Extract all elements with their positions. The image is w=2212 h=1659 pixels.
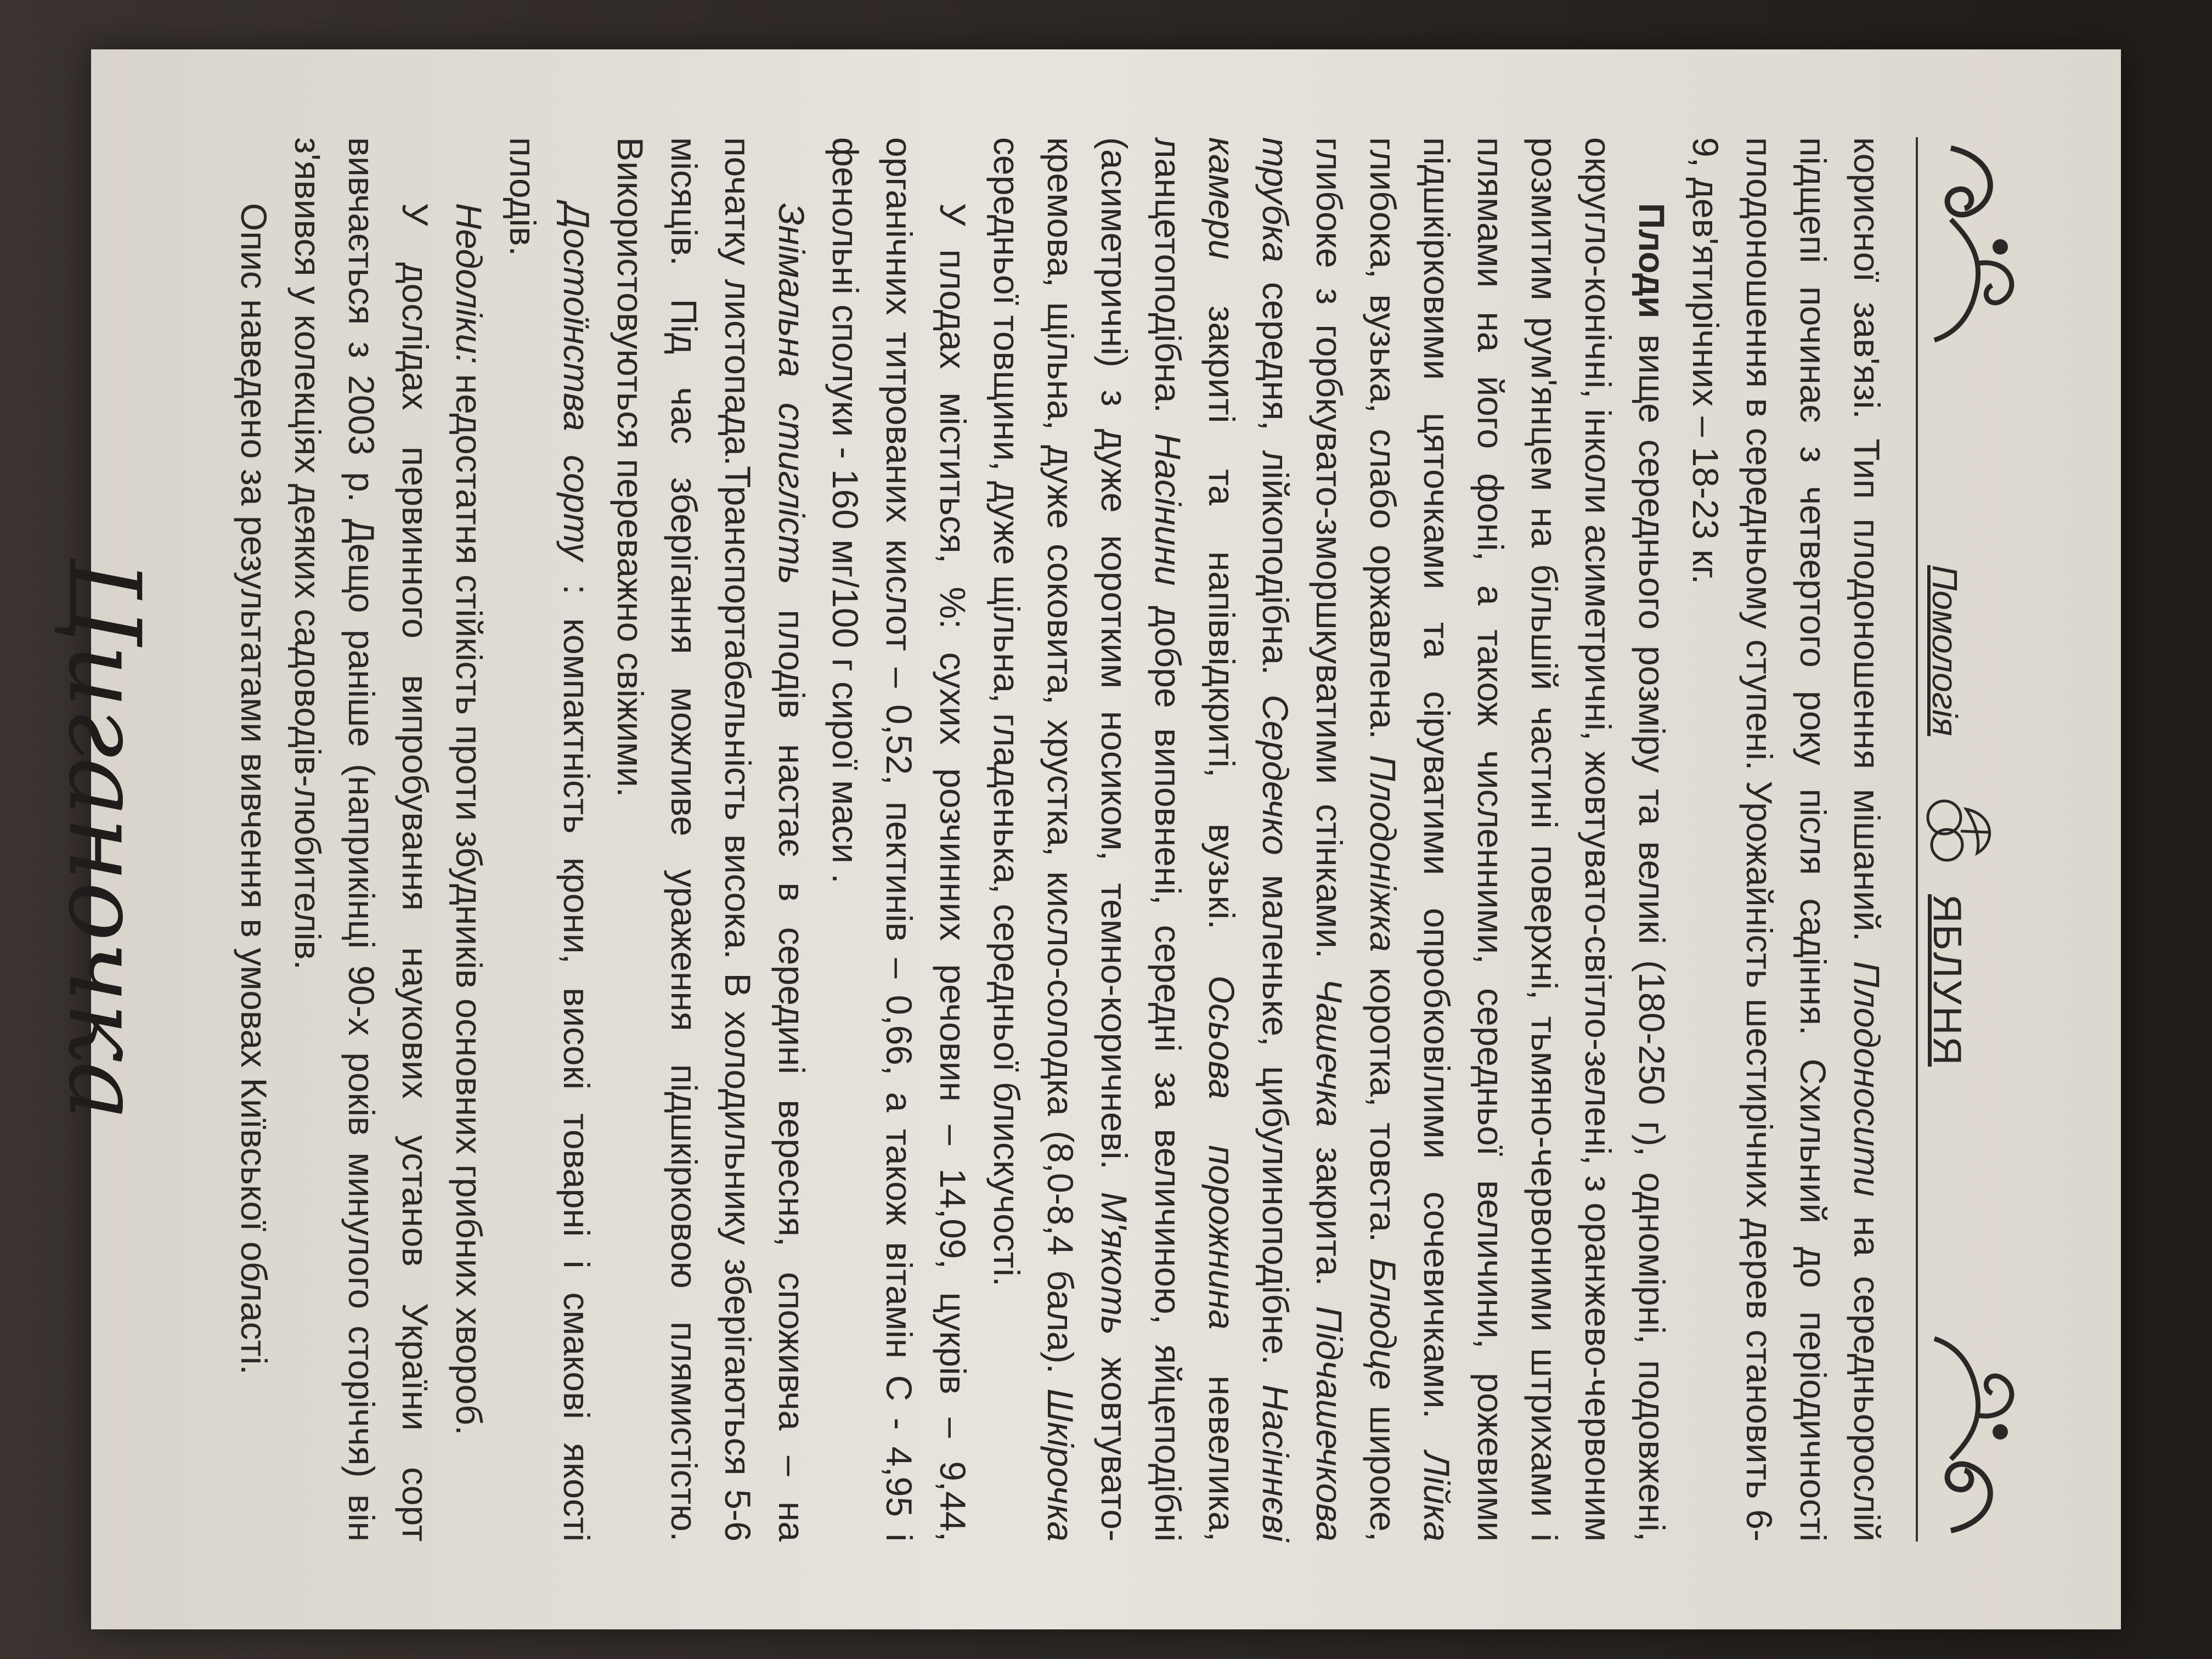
book-page <box>47 49 2121 1629</box>
left-flourish-ornament <box>1929 137 2033 346</box>
variety-title: Циганочка <box>47 558 161 1121</box>
paragraph-testing: У дослідах первинного випробування наукових установ України сорт вивчається з 2003 р. Дещо раніше (наприкінці 90-х років минулого сторіччя) він з'явився у колекціях деяких садоводів-любителів. <box>287 137 436 1542</box>
paragraph-ripeness: Знімальна стиглість плодів настає в середині вересня, споживча – на початку листопада.Транспортабельність висока. В холодильнику зберігаються 5-6 місяців. Під час зберігання можливе ураження підшкірковою плямистістю. Використовуються переважно свіжими. <box>610 137 812 1542</box>
page-content <box>0 137 2039 1542</box>
paragraph-fruiting: корисної зав'язі. Тип плодоношення мішаний. Плодоносити на середньорослій підщепі починає з четвертого року після садіння. Схильний до періодичності плодоношення в середньому ступені. Урожайність шестирічних дерев становить 6-9, дев'ятирічних – 18-23 кг. <box>1685 137 1887 1542</box>
running-header-subject: Помологія <box>1925 565 1965 736</box>
paragraph-fruits: Плоди вище середнього розміру та великі (180-250 г), одномірні, подовжені, округло-конічні, інколи асиметричні, жовтувато-світло-зелені, з оранжево-червоним розмитим рум'янцем на більшій частині поверхні, тьмяно-червоними штрихами і плямами на його фоні, а також численними, середньої величини, рожевими підшкірковими цяточками та сіруватими опробковілими сочевичками. Лійка глибока, вузька, слабо оржавлена. Плодоніжка коротка, товста. Блюдце широке, глибоке з горбкувато-зморшкуватими стінками. Чашечка закрита. Підчашечкова трубка середня, лійкоподібна. Сердечко маленьке, цибулиноподібне. Насіннєві камери закриті та напіввідкриті, вузькі. Осьова порожнина невелика, ланцетоподібна. Насінини добре виповнені, середні за величиною, яйцеподібні (асиметричні) з дуже коротким носиком, темно-коричневі. М'якоть жовтувато-кремова, щільна, дуже соковита, хрустка, кисло-солодка (8,0-8,4 бала). Шкірочка середньої товщини, дуже щільна, гладенька, середньої блискучості. <box>986 137 1672 1542</box>
running-header-title: ЯБЛУНЯ <box>1925 894 1969 1067</box>
apple-branch-emblem <box>1922 793 2005 870</box>
paragraph-source: Опис наведено за результатами вивчення в умовах Київської області. <box>234 203 274 1375</box>
paragraph-advantages: Достоїнства сорту : компактність крони, високі товарні і смакові якості плодів. <box>503 137 597 1542</box>
running-header <box>1916 137 2039 1542</box>
right-flourish-ornament <box>1929 1333 2033 1542</box>
paragraph-disadvantages: Недоліки: недостатня стійкість проти збудників основних грибних хвороб. <box>449 203 489 1436</box>
paragraph-composition: У плодах міститься, %: сухих розчинних речовин – 14,09, цукрів – 9,44, органічних титрованих кислот – 0,52, пектинів – 0,66, а також вітамін С - 4,95 і фенольні сполуки - 160 мг/100 г сирої маси . <box>825 137 973 1542</box>
apple-variety-description-continued <box>227 137 1894 1542</box>
